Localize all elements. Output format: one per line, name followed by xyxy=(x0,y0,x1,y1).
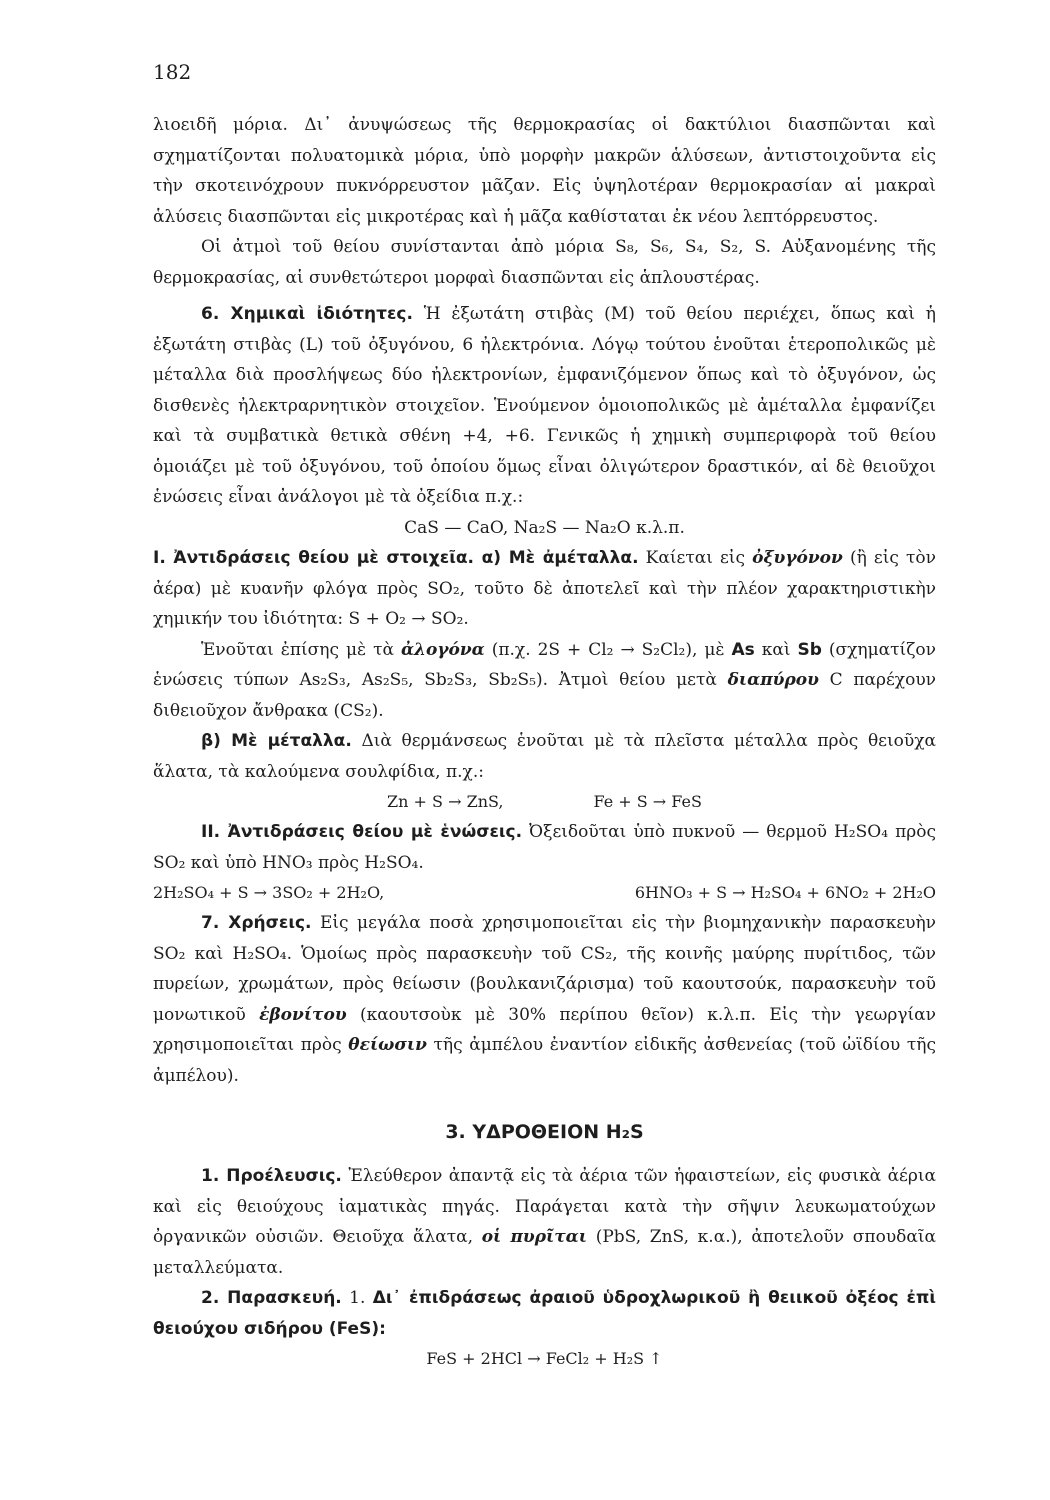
equation-row-metals xyxy=(153,787,936,817)
text-span: Εἰς μεγάλα ποσὰ χρησιμοποιεῖται εἰς τὴν βιομηχανικὴν παρασκευὴν SO₂ καὶ H₂SO₄. Ὁμοίως πρὸς παρασκευὴν τοῦ CS₂, τῆς κοινῆς μαύρης πυρίτιδος, τῶν πυρείων, χρωμάτων, πρὸς θείωσιν (βουλκανιζάρισμα) τοῦ καουτσούκ, παρασκευὴν τοῦ μονωτικοῦ xyxy=(153,913,936,1025)
equation-sulfuric-acid: 2H₂SO₄ + S → 3SO₂ + 2H₂O, xyxy=(153,883,385,902)
heading-preparation: 2. Παρασκευή. xyxy=(201,1288,342,1308)
term-sulphuring: θείωσιν xyxy=(348,1035,427,1055)
text-span: (ἢ εἰς τὸν ἀέρα) μὲ κυανῆν φλόγα πρὸς SO₂, τοῦτο δὲ ἀποτελεῖ καὶ τὴν πλέον χαρακτηριστικὴν χημικήν του ἰδιότητα: S + O₂ → SO₂. xyxy=(153,548,936,629)
text-span: τῆς ἀμπέλου ἐναντίον εἰδικῆς ἀσθενείας (τοῦ ὠϊδίου τῆς ἀμπέλου). xyxy=(153,1035,936,1086)
paragraph-uses xyxy=(153,908,936,1091)
equation-row-acids xyxy=(153,878,936,908)
equation-nitric-acid: 6HNO₃ + S → H₂SO₄ + 6NO₂ + 2H₂O xyxy=(634,883,936,902)
heading-with-metals: β) Μὲ μέταλλα. xyxy=(201,731,352,751)
paragraph-molecular-structure: λιοειδῆ μόρια. Δι᾿ ἀνυψώσεως τῆς θερμοκρασίας οἱ δακτύλιοι διασπῶνται καὶ σχηματίζονται πολυατομικὰ μόρια, ὑπὸ μορφὴν μακρῶν ἁλύσεων, ἀντιστοιχοῦντα εἰς τὴν σκοτεινόχρουν πυκνόρρευστον μᾶζαν. Εἰς ὑψηλοτέραν θερμοκρασίαν αἱ μακραὶ ἁλύσεις διασπῶνται εἰς μικροτέρας καὶ ἡ μᾶζα καθίσταται ἐκ νέου λεπτόρρευστος. xyxy=(153,115,936,227)
heading-uses: 7. Χρήσεις. xyxy=(201,913,312,933)
equation-zinc: Zn + S → ZnS, xyxy=(387,792,504,811)
paragraph-preparation xyxy=(153,1283,936,1344)
page-body xyxy=(153,110,936,1374)
symbol-arsenic: As xyxy=(731,639,755,660)
paragraph-sulfur-vapor: Οἱ ἀτμοὶ τοῦ θείου συνίστανται ἀπὸ μόρια S₈, S₆, S₄, S₂, S. Αὐξανομένης τῆς θερμοκρασίας, αἱ συνθετώτεροι μορφαὶ διασπῶνται εἰς ἁπλουστέρας. xyxy=(153,237,936,288)
text-span: Διὰ θερμάνσεως ἑνοῦται μὲ τὰ πλεῖστα μέταλλα πρὸς θειοῦχα ἅλατα, τὰ καλούμενα σουλφίδια, π.χ.: xyxy=(153,731,936,782)
equation-row-fes xyxy=(153,1344,936,1374)
equation-iron-sulfide: FeS + 2HCl → FeCl₂ + H₂S ↑ xyxy=(426,1349,663,1368)
paragraph-reactions-elements xyxy=(153,543,936,635)
text-span: (καουτσοὺκ μὲ 30% περίπου θεῖον) κ.λ.π. Εἰς τὴν γεωργίαν χρησιμοποιεῖται πρὸς xyxy=(153,1004,936,1055)
term-ebonite: ἐβονίτου xyxy=(259,1004,347,1025)
text-span: 1. xyxy=(341,1288,373,1308)
paragraph-reactions-compounds xyxy=(153,817,936,878)
paragraph-metals xyxy=(153,726,936,787)
heading-chemical-properties: 6. Χημικαὶ ἰδιότητες. xyxy=(201,304,413,324)
text-span: Καίεται εἰς xyxy=(638,548,753,568)
equation-iron: Fe + S → FeS xyxy=(593,792,702,811)
paragraph-origin xyxy=(153,1161,936,1283)
paragraph-halogens xyxy=(153,635,936,727)
oxide-sulfide-example: CaS — CaO, Na₂S — Na₂O κ.λ.π. xyxy=(404,517,685,538)
heading-origin: 1. Προέλευσις. xyxy=(201,1166,342,1186)
heading-reactions-compounds: II. Ἀντιδράσεις θείου μὲ ἑνώσεις. xyxy=(201,822,523,842)
heading-reactions-elements: I. Ἀντιδράσεις θείου μὲ στοιχεῖα. α) Μὲ ἀμέταλλα. xyxy=(153,548,639,568)
text-span: (π.χ. 2S + Cl₂ → S₂Cl₂), μὲ xyxy=(484,639,732,660)
preparation-method: Δι᾿ ἐπιδράσεως ἀραιοῦ ὑδροχλωρικοῦ ἢ θειικοῦ ὀξέος ἐπὶ θειούχου σιδήρου (FeS): xyxy=(153,1288,937,1339)
text-span: (σχηματίζον ἑνώσεις τύπων As₂S₃, As₂S₅, Sb₂S₃, Sb₂S₅). Ἀτμοὶ θείου μετὰ xyxy=(153,639,936,690)
text-span: (PbS, ZnS, κ.α.), ἀποτελοῦν σπουδαῖα μεταλλεύματα. xyxy=(153,1227,937,1278)
paragraph-chemical-properties xyxy=(153,299,936,513)
term-glowing: διαπύρου xyxy=(727,670,819,690)
text-span: Ἑνοῦται ἐπίσης μὲ τὰ xyxy=(201,639,401,660)
text-span: Ὀξειδοῦται ὑπὸ πυκνοῦ — θερμοῦ H₂SO₄ πρὸς SO₂ καὶ ὑπὸ HNO₃ πρὸς H₂SO₄. xyxy=(153,822,937,873)
symbol-antimony: Sb xyxy=(797,639,822,660)
section-title-hydrogen-sulfide: 3. ΥΔΡΟΘΕΙΟΝ H₂S xyxy=(445,1121,644,1143)
text-span: Ἐλεύθερον ἀπαντᾷ εἰς τὰ ἀέρια τῶν ἡφαιστείων, εἰς φυσικὰ ἀέρια καὶ εἰς θειούχους ἰαματικὰς πηγάς. Παράγεται κατὰ τὴν σῆψιν λευκωματούχων ὀργανικῶν οὐσιῶν. Θειοῦχα ἅλατα, xyxy=(153,1166,937,1247)
term-pyrites: οἱ πυρῖται xyxy=(481,1227,587,1247)
page-number: 182 xyxy=(153,60,192,84)
text-span: C παρέχουν διθειοῦχον ἄνθρακα (CS₂). xyxy=(153,670,936,721)
chemical-properties-text: Ἡ ἐξωτάτη στιβὰς (M) τοῦ θείου περιέχει, ὅπως καὶ ἡ ἐξωτάτη στιβὰς (L) τοῦ ὀξυγόνου, 6 ἠλεκτρόνια. Λόγῳ τούτου ἑνοῦται ἑτεροπολικῶς μὲ μέταλλα διὰ προσλήψεως δύο ἠλεκτρονίων, ἐμφανιζόμενον ὅπως καὶ τὸ ὀξυγόνον, ὡς δισθενὲς ἠλεκτραρνητικὸν στοιχεῖον. Ἑνούμενον ὁμοιοπολικῶς μὲ ἀμέταλλα ἐμφανίζει καὶ τὰ συμβατικὰ θετικὰ σθένη +4, +6. Γενικῶς ἡ χημικὴ συμπεριφορὰ τοῦ θείου ὁμοιάζει μὲ τοῦ ὀξυγόνου, τοῦ ὁποίου ὅμως εἶναι ὀλιγώτερον δραστικόν, αἱ δὲ θειοῦχοι ἑνώσεις εἶναι ἀνάλογοι μὲ τὰ ὀξείδια π.χ.: xyxy=(153,304,936,507)
term-halogens: ἀλογόνα xyxy=(400,639,485,660)
term-oxygen: ὀξυγόνον xyxy=(752,548,843,568)
text-span: καὶ xyxy=(754,639,798,660)
